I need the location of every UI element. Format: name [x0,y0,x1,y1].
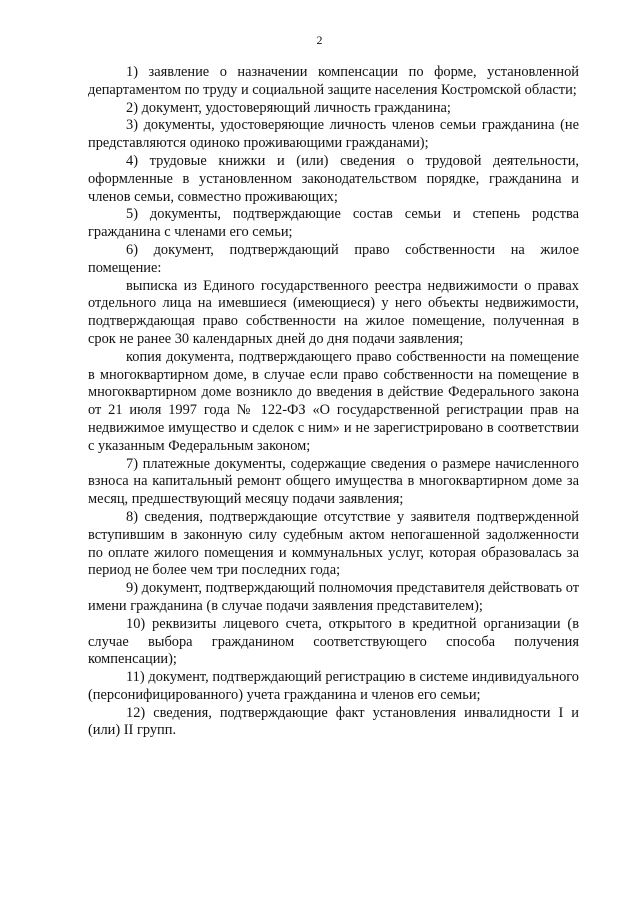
list-item-3: 3) документы, удостоверяющие личность членов семьи гражданина (не представляются одиноко проживающими гражданами); [88,117,579,152]
list-item-2: 2) документ, удостоверяющий личность гражданина; [126,99,451,116]
list-item-6-sub-copy: копия документа, подтверждающего право собственности на помещение в многоквартирном доме, в случае если право собственности на помещение в многоквартирном доме возникло до введения в действие Федерального закона от 21 июля 1997 года № 122-ФЗ «О государственной регистрации прав на недвижимое имущество и сделок с ним» и не зарегистрировано в соответствии с указанным Федеральным законом; [88,348,579,454]
list-item-1: 1) заявление о назначении компенсации по форме, установленной департаментом по труду и социальной защите населения Костромской области; [88,64,579,98]
list-item-8: 8) сведения, подтверждающие отсутствие у заявителя подтвержденной вступившим в законную силу судебным актом непогашенной задолженности по оплате жилого помещения и коммунальных услуг, которая образовалась за период не более чем три последних года; [88,508,579,579]
list-item-6: 6) документ, подтверждающий право собственности на жилое помещение: [88,241,579,276]
list-item-5: 5) документы, подтверждающие состав семьи и степень родства гражданина с членами его семьи; [88,206,579,241]
list-item-6-sub-extract: выписка из Единого государственного реестра недвижимости о правах отдельного лица на имевшиеся (имеющиеся) у него объекты недвижимости, подтверждающая право собственности на жилое помещение, полученная в срок не ранее 30 календарных дней до дня подачи заявления; [88,277,579,347]
list-item-12: 12) сведения, подтверждающие факт установления инвалидности I и (или) II групп. [88,704,579,739]
list-item-9: 9) документ, подтверждающий полномочия представителя действовать от имени гражданина (в случае подачи заявления представителем); [88,580,579,614]
list-item-7: 7) платежные документы, содержащие сведения о размере начисленного взноса на капитальный ремонт общего имущества в многоквартирном доме за месяц, предшествующий месяцу подачи заявления; [88,455,579,508]
list-item-4: 4) трудовые книжки и (или) сведения о трудовой деятельности, оформленные в установленном законодательством порядке, гражданина и членов семьи, совместно проживающих; [88,152,579,205]
list-item-10: 10) реквизиты лицевого счета, открытого в кредитной организации (в случае выбора гражданином соответствующего способа получения компенсации); [88,615,579,668]
document-body [88,64,579,740]
page-number: 2 [316,33,323,47]
list-item-11: 11) документ, подтверждающий регистрацию в системе индивидуального (персонифицированного) учета гражданина и членов его семьи; [88,669,579,703]
